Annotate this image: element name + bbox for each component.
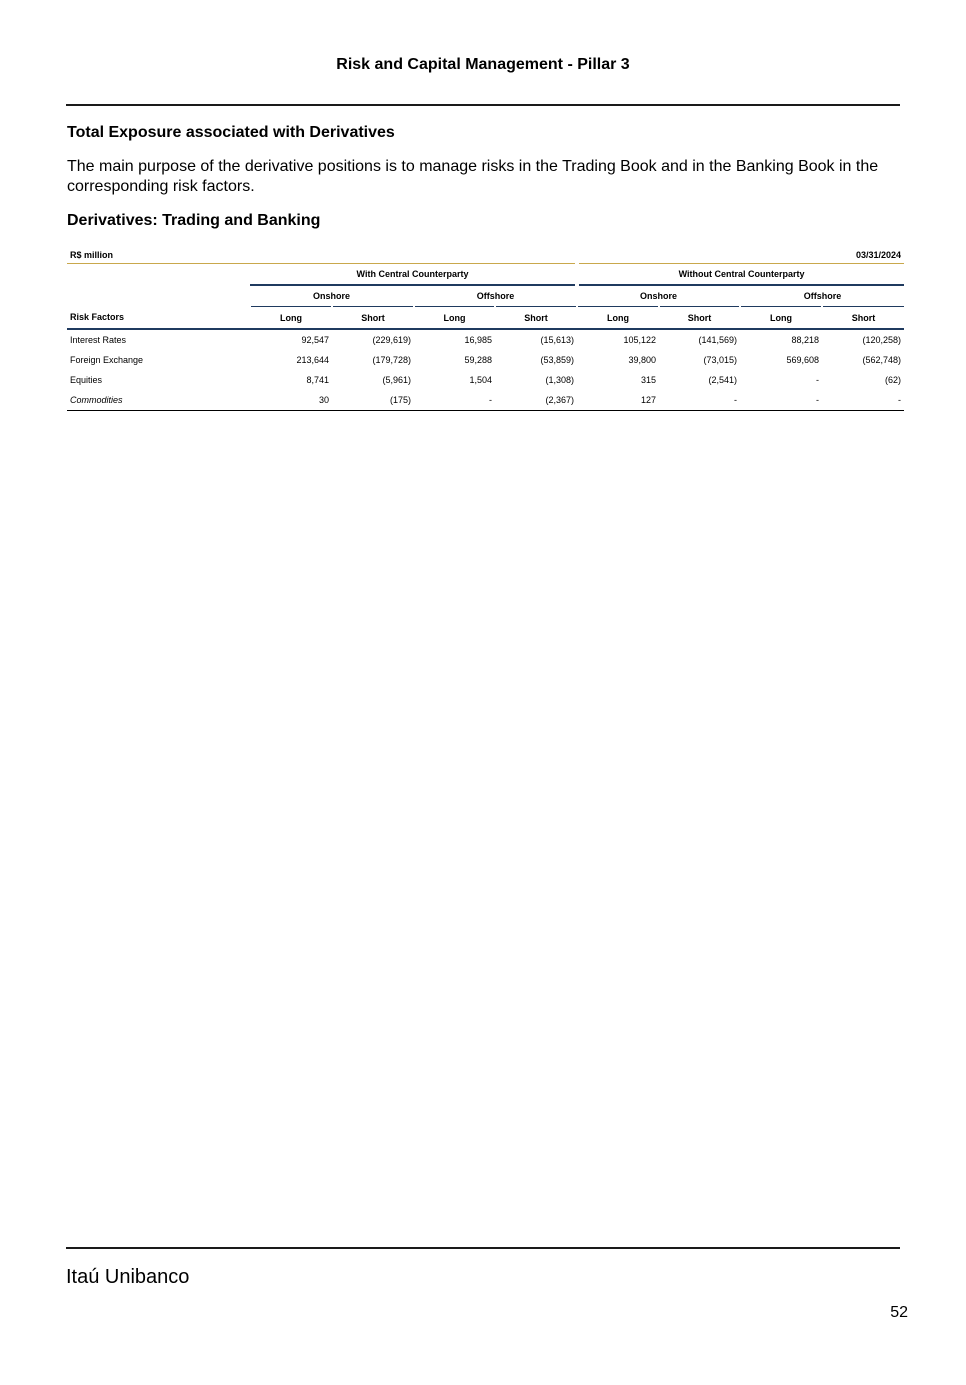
table-cell: (53,859) bbox=[540, 355, 574, 365]
table-cell: 105,122 bbox=[623, 335, 656, 345]
column-header: Long bbox=[577, 307, 659, 330]
column-header: Short bbox=[495, 307, 577, 330]
table-cell: (179,728) bbox=[372, 355, 411, 365]
table-cell: 39,800 bbox=[628, 355, 656, 365]
table-cell: - bbox=[816, 375, 819, 385]
subgroup-header: Offshore bbox=[740, 285, 904, 307]
risk-factor-label: Commodities bbox=[67, 390, 250, 411]
table-date: 03/31/2024 bbox=[250, 246, 904, 264]
table-cell: (1,308) bbox=[545, 375, 574, 385]
table-cell: - bbox=[822, 390, 904, 411]
table-title: Derivatives: Trading and Banking bbox=[67, 212, 321, 229]
row-header-label: Risk Factors bbox=[67, 307, 250, 330]
column-header: Short bbox=[822, 307, 904, 330]
table-cell: (15,613) bbox=[540, 335, 574, 345]
page-number: 52 bbox=[890, 1304, 908, 1321]
table-cell: 16,985 bbox=[464, 335, 492, 345]
section-body-text: The main purpose of the derivative positions is to manage risks in the Trading Book and in the Banking Book in the corresponding risk factors. bbox=[67, 158, 879, 195]
table-cell: (73,015) bbox=[703, 355, 737, 365]
table-cell: (120,258) bbox=[862, 335, 902, 345]
table-cell: 213,644 bbox=[296, 355, 329, 365]
subgroup-header: Offshore bbox=[414, 285, 577, 307]
table-cell: (62) bbox=[885, 375, 902, 385]
table-cell: 59,288 bbox=[464, 355, 492, 365]
footer-divider bbox=[66, 1247, 900, 1249]
column-header: Short bbox=[659, 307, 740, 330]
subgroup-header: Onshore bbox=[577, 285, 740, 307]
page-header-title: Risk and Capital Management - Pillar 3 bbox=[336, 56, 630, 73]
table-cell: 127 bbox=[577, 390, 659, 411]
table-cell: - bbox=[414, 390, 495, 411]
subgroup-header: Onshore bbox=[250, 285, 414, 307]
group-header-with-ccp: With Central Counterparty bbox=[250, 264, 577, 286]
table-cell: 8,741 bbox=[306, 375, 329, 385]
table-cell: - bbox=[740, 390, 822, 411]
header-divider bbox=[66, 104, 900, 106]
table-cell: 569,608 bbox=[786, 355, 819, 365]
column-header: Short bbox=[332, 307, 414, 330]
table-row bbox=[67, 350, 904, 370]
table-row bbox=[67, 370, 904, 390]
table-cell: (141,569) bbox=[698, 335, 737, 345]
table-row bbox=[67, 390, 904, 411]
section-title: Total Exposure associated with Derivatives bbox=[67, 124, 395, 141]
table-cell: 92,547 bbox=[301, 335, 329, 345]
risk-factor-label: Foreign Exchange bbox=[70, 355, 144, 365]
table-row bbox=[67, 329, 904, 350]
table-cell: 88,218 bbox=[791, 335, 819, 345]
risk-factor-label: Equities bbox=[70, 375, 103, 385]
table-cell: (229,619) bbox=[372, 335, 411, 345]
table-cell: (5,961) bbox=[382, 375, 411, 385]
table-cell: 30 bbox=[250, 390, 332, 411]
table-column-header-row bbox=[67, 307, 904, 330]
group-header-without-ccp: Without Central Counterparty bbox=[577, 264, 904, 286]
table-cell: 315 bbox=[640, 375, 656, 385]
table-unit-label: R$ million bbox=[67, 246, 250, 264]
column-header: Long bbox=[414, 307, 495, 330]
table-cell: 1,504 bbox=[469, 375, 492, 385]
table-subgroup-row bbox=[67, 285, 904, 307]
table-cell: (2,541) bbox=[708, 375, 737, 385]
derivatives-table bbox=[67, 246, 904, 411]
table-cell: (562,748) bbox=[862, 355, 902, 365]
table-cell: (175) bbox=[332, 390, 414, 411]
table-cell: - bbox=[659, 390, 740, 411]
table-cell: (2,367) bbox=[495, 390, 577, 411]
table-group-row bbox=[67, 264, 904, 286]
footer-company-name: Itaú Unibanco bbox=[66, 1266, 190, 1288]
risk-factor-label: Interest Rates bbox=[70, 335, 127, 345]
table-unit-row bbox=[67, 246, 904, 264]
column-header: Long bbox=[250, 307, 332, 330]
column-header: Long bbox=[740, 307, 822, 330]
